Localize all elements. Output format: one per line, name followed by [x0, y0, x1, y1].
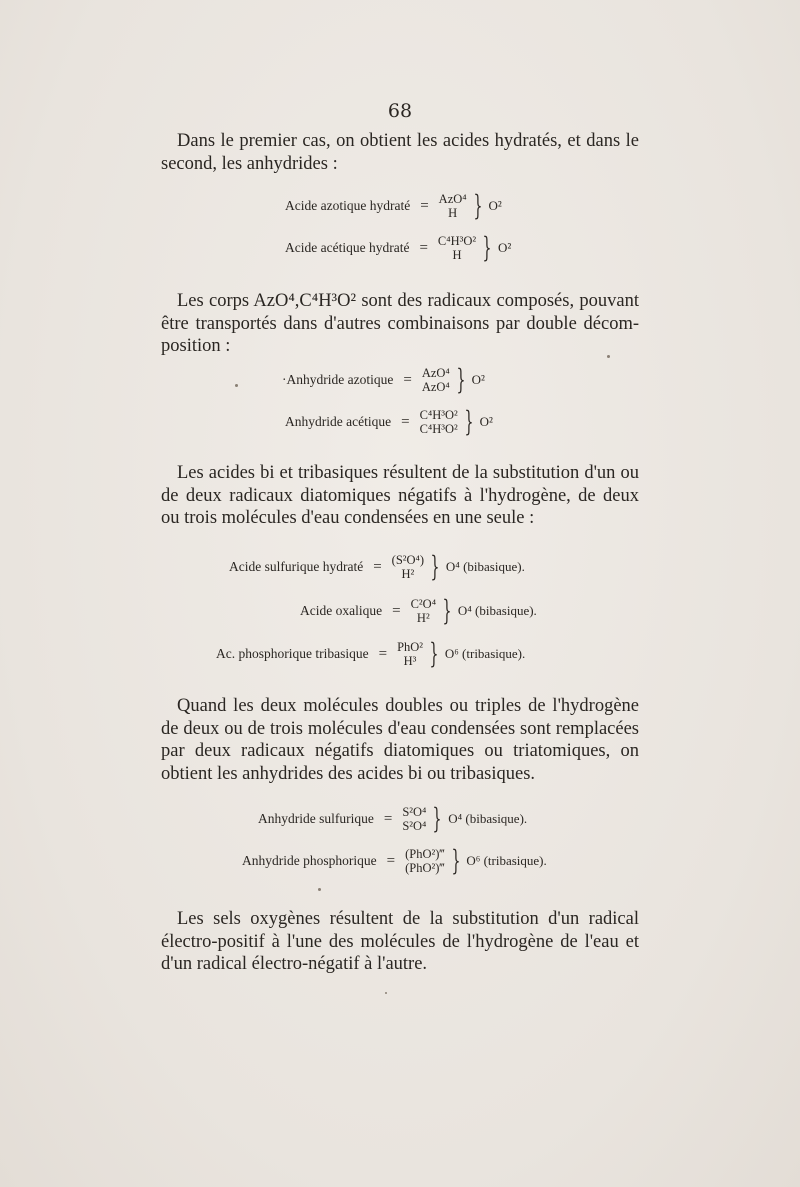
formula-bottom: S²O⁴ [402, 819, 427, 833]
formula-stack [439, 192, 467, 220]
brace-icon: } [432, 802, 442, 835]
formula-stack [405, 847, 445, 875]
equation-anhydride-phosphorique [242, 844, 547, 877]
equals-sign: = [373, 558, 382, 575]
equation-name: Anhydride phosphorique [242, 853, 377, 868]
equals-sign: = [419, 239, 428, 256]
formula-stack [438, 234, 476, 262]
equation-name: Acide azotique hydraté [285, 198, 411, 213]
formula-top: C²O⁴ [410, 597, 437, 611]
equation-name: Acide sulfurique hydraté [229, 559, 364, 574]
equation-name: Ac. phosphorique tribasique [216, 646, 369, 661]
equals-sign: = [386, 852, 396, 869]
formula-top: C⁴H³O² [419, 408, 458, 422]
equals-sign: = [403, 371, 412, 388]
paragraph-5 [161, 908, 639, 976]
equals-sign: = [383, 810, 393, 827]
formula-rhs: O² [471, 372, 485, 387]
formula-bottom: C⁴H³O² [419, 422, 458, 436]
equation-anhydride-sulfurique [258, 802, 528, 835]
formula-stack [422, 366, 450, 394]
formula-rhs: O⁴ (bibasique). [445, 559, 525, 574]
paragraph-3 [161, 462, 639, 530]
equation-name: Anhydride sulfurique [258, 811, 374, 826]
formula-top: AzO⁴ [421, 366, 450, 380]
page-number: 68 [387, 100, 413, 122]
formula-stack [411, 597, 436, 625]
equation-acide-sulfurique [229, 550, 525, 583]
formula-bottom: H² [416, 611, 430, 625]
formula-rhs: O² [488, 198, 502, 213]
ink-speck [607, 355, 610, 358]
formula-stack [392, 553, 424, 581]
formula-rhs: O⁴ (bibasique). [457, 603, 537, 618]
brace-icon: } [442, 594, 452, 627]
brace-icon: } [482, 231, 492, 264]
ink-speck [235, 384, 238, 387]
formula-top: C⁴H³O² [437, 234, 477, 248]
paragraph-4-text: Quand les deux molécules doubles ou triples de l'hydrogène de deux ou de trois molécules d'eau condensées sont remplacées par deux radicaux négatifs diatomiques ou triatomiques, on obtient les anhydrides des acides bi ou tribasiques. [161, 696, 639, 784]
ink-speck [318, 888, 321, 891]
formula-top: (S²O⁴) [391, 553, 425, 567]
equals-sign: = [401, 413, 410, 430]
equation-acide-oxalique [300, 594, 537, 627]
equation-anhydride-azotique [282, 363, 485, 396]
formula-bottom: H [452, 248, 462, 262]
formula-bottom: AzO⁴ [421, 380, 450, 394]
formula-rhs: O⁶ (tribasique). [444, 646, 526, 661]
brace-icon: } [473, 189, 483, 222]
equation-name: Acide acétique hydraté [285, 240, 410, 255]
formula-stack [402, 805, 426, 833]
paragraph-2 [161, 290, 639, 358]
formula-bottom: H² [401, 567, 415, 581]
paragraph-4 [161, 695, 639, 785]
brace-icon: } [451, 844, 460, 877]
formula-stack [397, 640, 423, 668]
equals-sign: = [392, 602, 401, 619]
formula-top: PhO² [397, 640, 424, 654]
formula-stack [420, 408, 458, 436]
formula-top: S²O⁴ [402, 805, 427, 819]
brace-icon: } [456, 363, 466, 396]
formula-rhs: O² [479, 414, 493, 429]
equation-name: ·Anhydride azotique [282, 372, 394, 387]
brace-icon: } [429, 637, 439, 670]
brace-icon: } [430, 550, 440, 583]
ink-speck [385, 992, 387, 994]
equation-name: Acide oxalique [300, 603, 383, 618]
equation-name: Anhydride acétique [285, 414, 392, 429]
formula-bottom: H [448, 206, 458, 220]
equals-sign: = [420, 197, 429, 214]
equation-acide-acetique [285, 231, 512, 264]
equation-acide-phosphorique [216, 637, 526, 670]
formula-rhs: O² [497, 240, 512, 255]
paragraph-1-text: Dans le premier cas, on obtient les acides hydratés, et dans le second, les anhydrides : [161, 131, 639, 174]
paragraph-5-text: Les sels oxygènes résultent de la substitution d'un radical électro-positif à l'une des molécules de l'hydrogène de l'eau et d'un radical électro-négatif à l'autre. [161, 909, 639, 974]
equation-anhydride-acetique [285, 405, 493, 438]
paragraph-2-text: Les corps AzO⁴,C⁴H³O² sont des radicaux composés, pouvant être transportés dans d'autres combinaisons par double décom-position : [161, 291, 639, 356]
paragraph-3-text: Les acides bi et tribasiques résultent de la substitution d'un ou de deux radicaux diatomiques négatifs à l'hydrogène, de deux ou trois molécules d'eau condensées en une seule : [161, 463, 639, 528]
equation-acide-azotique [285, 189, 502, 222]
formula-rhs: O⁶ (tribasique). [466, 853, 547, 868]
formula-top: AzO⁴ [438, 192, 467, 206]
paragraph-1 [161, 130, 639, 175]
formula-top: (PhO²)‴ [405, 847, 445, 861]
brace-icon: } [464, 405, 474, 438]
formula-rhs: O⁴ (bibasique). [448, 811, 528, 826]
formula-bottom: (PhO²)‴ [405, 861, 445, 875]
formula-bottom: H³ [403, 654, 417, 668]
equals-sign: = [378, 645, 388, 662]
